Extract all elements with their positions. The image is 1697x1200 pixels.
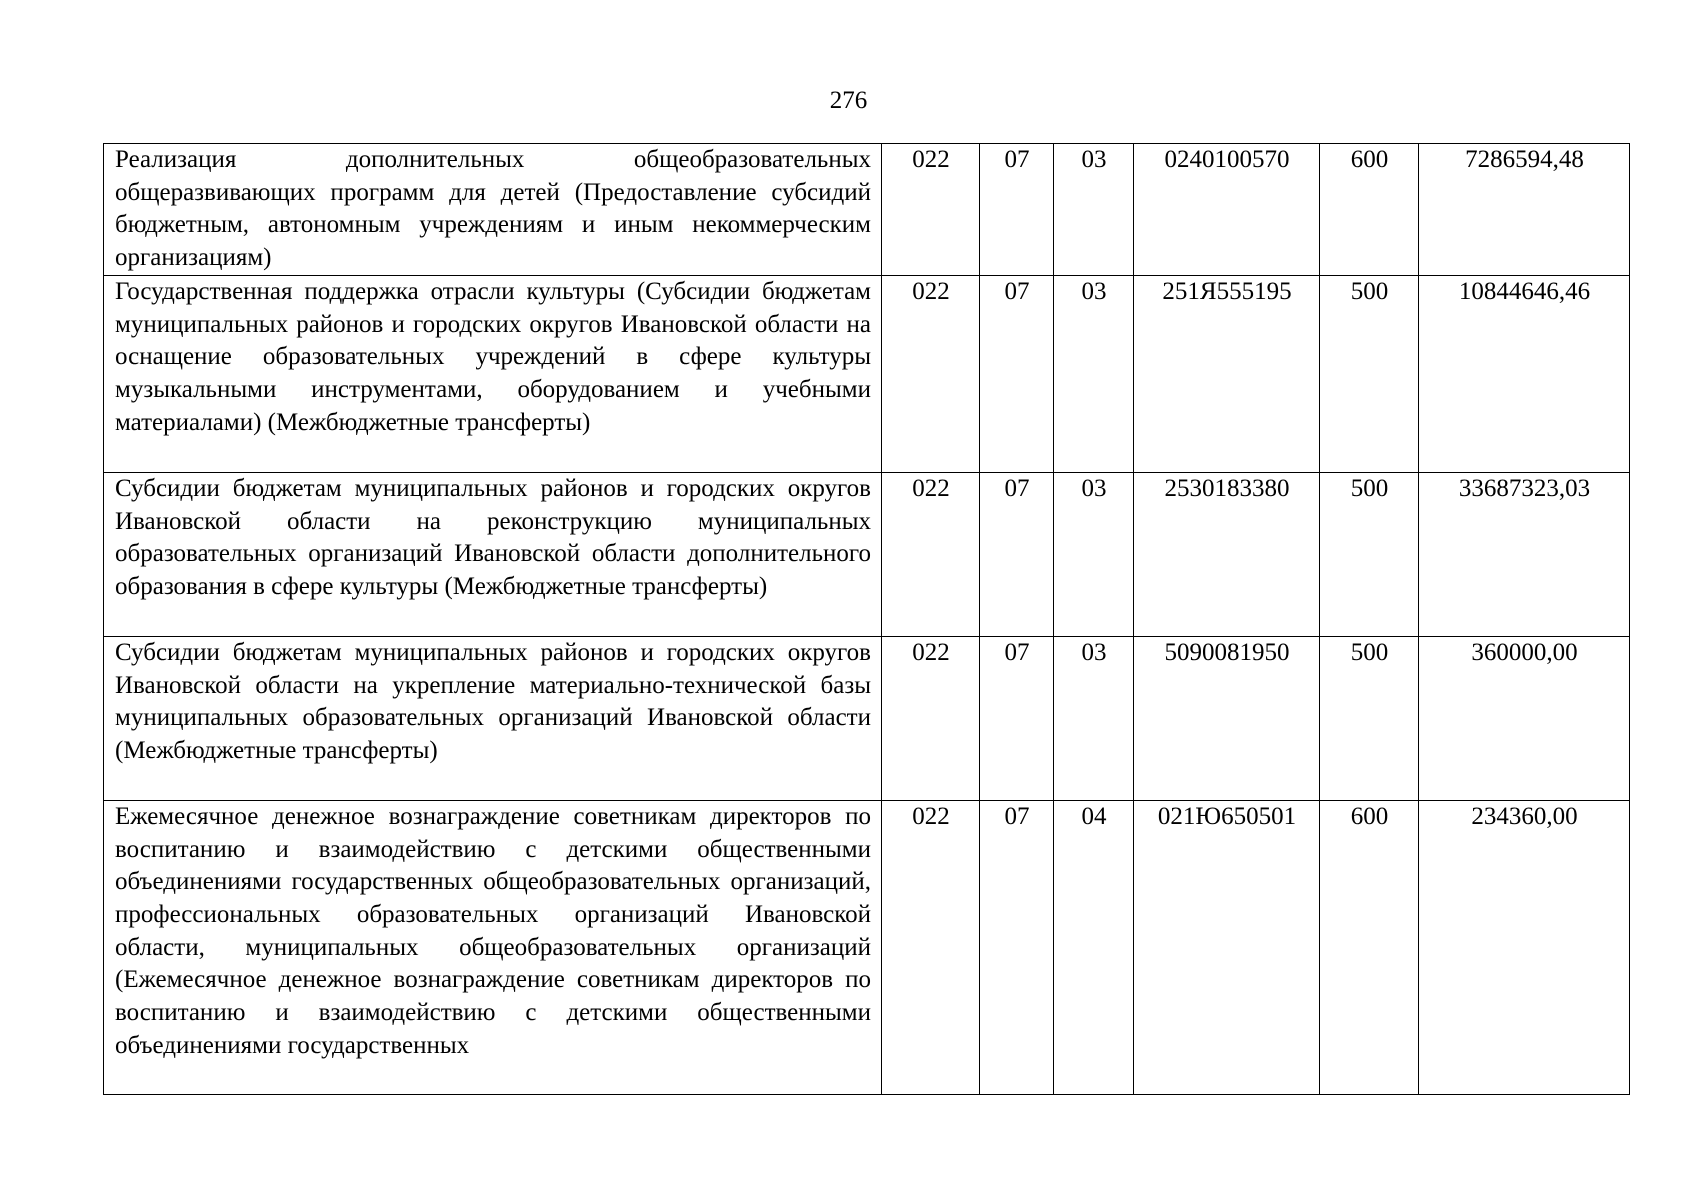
amount: 360000,00: [1419, 636, 1630, 800]
table-row: [104, 800, 1630, 1094]
row-description: Государственная поддержка отрасли культуры (Субсидии бюджетам муниципальных районов и городских округов Ивановской области на оснащение образовательных учреждений в сфере культуры музыкальными инструментами, оборудованием и учебными материалами) (Межбюджетные трансферты): [104, 275, 882, 472]
amount: 7286594,48: [1419, 144, 1630, 276]
table-row: [104, 636, 1630, 800]
section-code: 07: [980, 472, 1054, 636]
subsection-code: 03: [1054, 472, 1134, 636]
row-description: Ежемесячное денежное вознаграждение советникам директоров по воспитанию и взаимодействию с детскими общественными объединениями государственных общеобразовательных организаций, профессиональных образовательных организаций Ивановской области, муниципальных общеобразовательных организаций (Ежемесячное денежное вознаграждение советникам директоров по воспитанию и взаимодействию с детскими общественными объединениями государственных: [104, 800, 882, 1094]
expense-type-code: 500: [1320, 636, 1419, 800]
amount: 33687323,03: [1419, 472, 1630, 636]
target-article-code: 2530183380: [1134, 472, 1320, 636]
section-code: 07: [980, 144, 1054, 276]
ministry-code: 022: [882, 275, 980, 472]
target-article-code: 0240100570: [1134, 144, 1320, 276]
section-code: 07: [980, 275, 1054, 472]
table-row: [104, 472, 1630, 636]
subsection-code: 04: [1054, 800, 1134, 1094]
section-code: 07: [980, 636, 1054, 800]
ministry-code: 022: [882, 144, 980, 276]
subsection-code: 03: [1054, 144, 1134, 276]
ministry-code: 022: [882, 800, 980, 1094]
table-row: [104, 275, 1630, 472]
target-article-code: 5090081950: [1134, 636, 1320, 800]
target-article-code: 251Я555195: [1134, 275, 1320, 472]
amount: 234360,00: [1419, 800, 1630, 1094]
table-row: [104, 144, 1630, 276]
expense-type-code: 500: [1320, 275, 1419, 472]
ministry-code: 022: [882, 472, 980, 636]
row-description: Субсидии бюджетам муниципальных районов и городских округов Ивановской области на реконструкцию муниципальных образовательных организаций Ивановской области дополнительного образования в сфере культуры (Межбюджетные трансферты): [104, 472, 882, 636]
section-code: 07: [980, 800, 1054, 1094]
row-description: Субсидии бюджетам муниципальных районов и городских округов Ивановской области на укрепление материально-технической базы муниципальных образовательных организаций Ивановской области (Межбюджетные трансферты): [104, 636, 882, 800]
expense-type-code: 600: [1320, 144, 1419, 276]
budget-table: [103, 143, 1630, 1095]
target-article-code: 021Ю650501: [1134, 800, 1320, 1094]
row-description: Реализация дополнительных общеобразовательных общеразвивающих программ для детей (Предоставление субсидий бюджетным, автономным учреждениям и иным некоммерческим организациям): [104, 144, 882, 276]
expense-type-code: 500: [1320, 472, 1419, 636]
subsection-code: 03: [1054, 636, 1134, 800]
subsection-code: 03: [1054, 275, 1134, 472]
expense-type-code: 600: [1320, 800, 1419, 1094]
page-number: 276: [829, 87, 868, 114]
amount: 10844646,46: [1419, 275, 1630, 472]
ministry-code: 022: [882, 636, 980, 800]
